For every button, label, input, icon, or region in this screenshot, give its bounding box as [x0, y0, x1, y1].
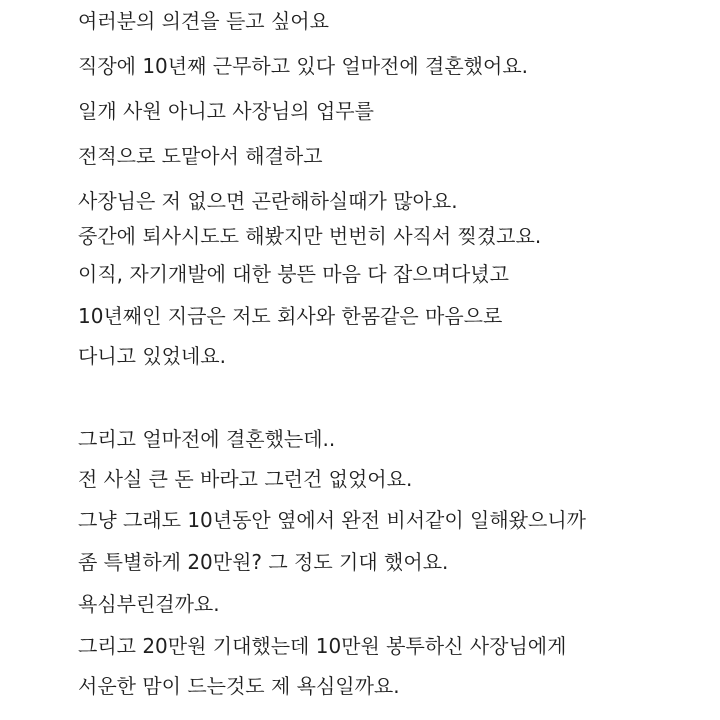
paragraph-2-line-6: 그리고 20만원 기대했는데 10만원 봉투하신 사장님에게	[78, 634, 567, 658]
paragraph-1-line-9: 다니고 있었네요.	[78, 344, 226, 368]
paragraph-1-line-8: 10년째인 지금은 저도 회사와 한몸같은 마음으로	[78, 304, 503, 328]
paragraph-1-line-1: 여러분의 의견을 듣고 싶어요	[78, 9, 329, 33]
paragraph-1-line-6: 중간에 퇴사시도도 해봤지만 번번히 사직서 찢겼고요.	[78, 224, 542, 248]
paragraph-1-line-3: 일개 사원 아니고 사장님의 업무를	[78, 99, 374, 123]
paragraph-2-line-2: 전 사실 큰 돈 바라고 그런건 없었어요.	[78, 467, 413, 491]
paragraph-1-line-2: 직장에 10년째 근무하고 있다 얼마전에 결혼했어요.	[78, 54, 528, 78]
paragraph-2-line-5: 욕심부린걸까요.	[78, 592, 220, 616]
paragraph-2-line-7: 서운한 맘이 드는것도 제 욕심일까요.	[78, 674, 400, 698]
paragraph-1-line-4: 전적으로 도맡아서 해결하고	[78, 144, 323, 168]
paragraph-1-line-7: 이직, 자기개발에 대한 붕뜬 마음 다 잡으며다녔고	[78, 262, 509, 286]
paragraph-1-line-5: 사장님은 저 없으면 곤란해하실때가 많아요.	[78, 189, 458, 213]
paragraph-2-line-3: 그냥 그래도 10년동안 옆에서 완전 비서같이 일해왔으니까	[78, 508, 586, 532]
paragraph-2-line-4: 좀 특별하게 20만원? 그 정도 기대 했어요.	[78, 550, 449, 574]
paragraph-2-line-1: 그리고 얼마전에 결혼했는데..	[78, 427, 336, 451]
